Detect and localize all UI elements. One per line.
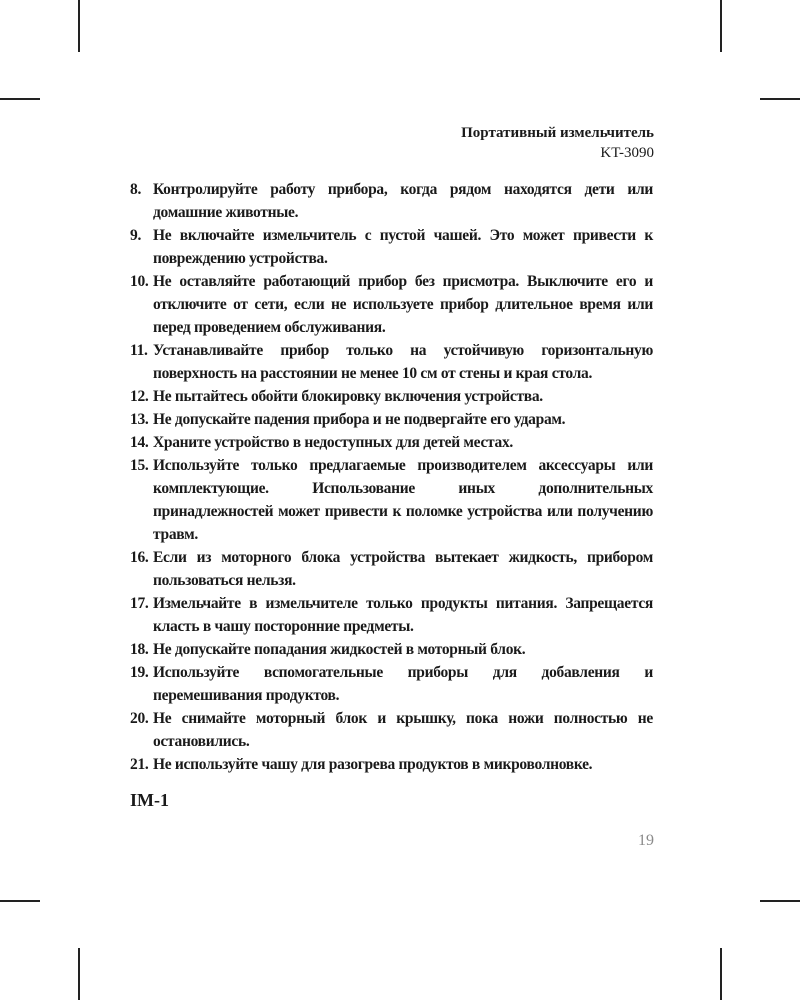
list-item [130, 224, 653, 270]
list-item [130, 270, 653, 339]
item-number: 19. [130, 664, 149, 681]
item-number: 17. [130, 595, 149, 612]
list-item [130, 339, 653, 385]
item-number: 8. [130, 181, 142, 198]
crop-mark-left-top [0, 98, 40, 100]
list-item [130, 707, 653, 753]
page-header [461, 123, 654, 163]
list-item [130, 753, 653, 776]
item-text: Не допускайте падения прибора и не подвергайте его ударам. [153, 411, 566, 428]
item-number: 21. [130, 756, 149, 773]
item-text: Контролируйте работу прибора, когда рядом находятся дети или домашние животные. [153, 181, 653, 221]
crop-mark-top-left [78, 0, 80, 52]
crop-mark-bottom-right [720, 948, 722, 1000]
item-text: Используйте только предлагаемые производителем аксессуары или комплектующие. Использование иных дополнительных принадлежностей может привести к поломке устройства или получению травм. [153, 457, 653, 543]
item-text: Устанавливайте прибор только на устойчивую горизонтальную поверхность на расстоянии не менее 10 см от стены и края стола. [153, 342, 653, 382]
list-item [130, 178, 653, 224]
safety-instructions-list [130, 178, 653, 776]
product-model: KT-3090 [600, 145, 654, 161]
item-text: Используйте вспомогательные приборы для добавления и перемешивания продуктов. [153, 664, 653, 704]
list-item [130, 592, 653, 638]
item-number: 16. [130, 549, 149, 566]
item-number: 18. [130, 641, 149, 658]
item-text: Если из моторного блока устройства вытекает жидкость, прибором пользоваться нельзя. [153, 549, 653, 589]
crop-mark-left-bottom [0, 900, 40, 902]
list-item [130, 431, 653, 454]
item-number: 12. [130, 388, 149, 405]
list-item [130, 454, 653, 546]
crop-mark-right-bottom [760, 900, 800, 902]
item-text: Не снимайте моторный блок и крышку, пока ножи полностью не остановились. [153, 710, 653, 750]
list-item [130, 638, 653, 661]
item-number: 11. [130, 342, 148, 359]
list-item [130, 408, 653, 431]
list-item [130, 661, 653, 707]
item-number: 20. [130, 710, 149, 727]
page-number: 19 [638, 832, 654, 849]
item-text: Не включайте измельчитель с пустой чашей. Это может привести к повреждению устройства. [153, 227, 653, 267]
list-item [130, 385, 653, 408]
item-text: Не допускайте попадания жидкостей в моторный блок. [153, 641, 526, 658]
item-number: 15. [130, 457, 149, 474]
item-text: Не пытайтесь обойти блокировку включения устройства. [153, 388, 543, 405]
item-text: Не используйте чашу для разогрева продуктов в микроволновке. [153, 756, 593, 773]
manual-code: IM-1 [130, 790, 169, 810]
item-text: Не оставляйте работающий прибор без присмотра. Выключите его и отключите от сети, если не используете прибор длительное время или перед проведением обслуживания. [153, 273, 653, 336]
crop-mark-bottom-left [78, 948, 80, 1000]
crop-mark-top-right [720, 0, 722, 52]
item-number: 14. [130, 434, 149, 451]
item-text: Измельчайте в измельчителе только продукты питания. Запрещается класть в чашу посторонние предметы. [153, 595, 653, 635]
list-item [130, 546, 653, 592]
item-number: 9. [130, 227, 142, 244]
item-text: Храните устройство в недоступных для детей местах. [153, 434, 514, 451]
item-number: 10. [130, 273, 149, 290]
item-number: 13. [130, 411, 149, 428]
crop-mark-right-top [760, 98, 800, 100]
product-title: Портативный измельчитель [461, 125, 654, 141]
